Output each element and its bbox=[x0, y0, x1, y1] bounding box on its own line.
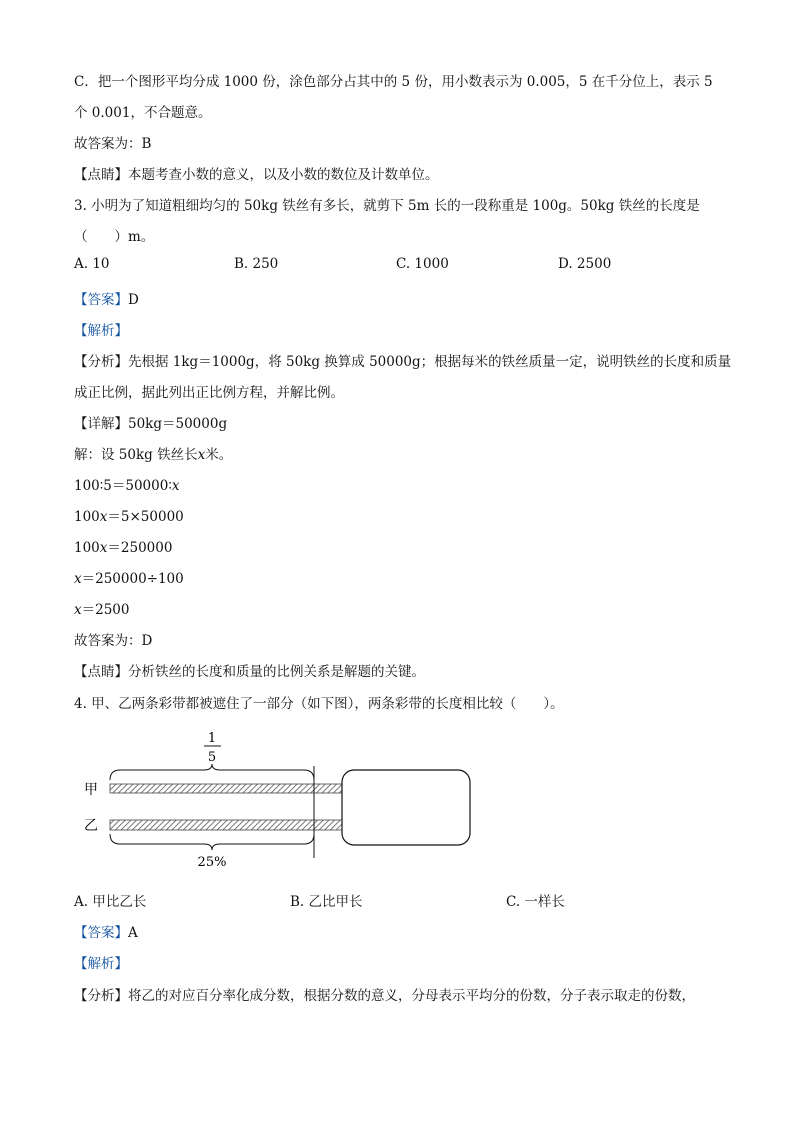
q3-answer bbox=[74, 288, 139, 308]
ribbon-yi bbox=[110, 820, 342, 830]
variable-x: x bbox=[74, 602, 82, 618]
q3-equation-1 bbox=[74, 474, 179, 494]
eq5-right: ＝2500 bbox=[81, 602, 130, 618]
bottom-brace bbox=[110, 834, 314, 850]
q2-final-answer: 故答案为：B bbox=[74, 136, 152, 152]
variable-x: x bbox=[74, 571, 82, 587]
q3-equation-3 bbox=[74, 536, 172, 556]
variable-x: x bbox=[99, 540, 108, 556]
q2-option-c-line1: C．把一个图形平均分成 1000 份，涂色部分占其中的 5 份，用小数表示为 0.005，5 在千分位上，表示 5 bbox=[74, 74, 713, 90]
eq4-right: ＝250000÷100 bbox=[81, 571, 184, 587]
answer-value: A bbox=[128, 925, 138, 941]
answer-tag: 【答案】 bbox=[74, 292, 128, 308]
eq2-right: ＝5×50000 bbox=[107, 509, 184, 525]
eq3-right: ＝250000 bbox=[107, 540, 173, 556]
q3-fenxi-line1 bbox=[74, 350, 731, 370]
ribbon-jia bbox=[110, 784, 342, 793]
q3-detail bbox=[74, 412, 227, 432]
q4-stem: 4. 甲、乙两条彩带都被遮住了一部分（如下图），两条彩带的长度相比较（ ）。 bbox=[74, 696, 564, 712]
fenxi-text: 将乙的对应百分率化成分数，根据分数的意义，分母表示平均分的份数，分子表示取走的份数， bbox=[128, 988, 695, 1004]
q3-option-a: A. 10 bbox=[74, 256, 110, 272]
fraction-denominator: 5 bbox=[207, 750, 217, 765]
fenxi-tag: 【分析】 bbox=[74, 354, 128, 370]
q3-final-answer: 故答案为：D bbox=[74, 633, 153, 649]
q3-analysis-tag: 【解析】 bbox=[74, 323, 128, 339]
q4-option-a: A. 甲比乙长 bbox=[74, 894, 147, 910]
q3-option-b: B. 250 bbox=[234, 256, 279, 272]
q4-analysis-tag: 【解析】 bbox=[74, 956, 128, 972]
q3-let bbox=[74, 443, 232, 463]
comment-text: 分析铁丝的长度和质量的比例关系是解题的关键。 bbox=[128, 664, 425, 680]
q4-fenxi bbox=[74, 984, 695, 1004]
label-jia: 甲 bbox=[84, 782, 98, 798]
variable-x: x bbox=[197, 447, 206, 463]
q3-comment bbox=[74, 660, 425, 680]
q3-equation-4 bbox=[74, 567, 184, 587]
variable-x: x bbox=[171, 478, 180, 494]
top-brace bbox=[110, 764, 314, 780]
q4-answer bbox=[74, 921, 138, 941]
answer-tag: 【答案】 bbox=[74, 925, 128, 941]
q2-option-c-line2: 个 0.001，不合题意。 bbox=[74, 105, 212, 121]
q4-option-c: C. 一样长 bbox=[506, 894, 565, 910]
q3-equation-2 bbox=[74, 505, 184, 525]
detail-tag: 【详解】 bbox=[74, 416, 128, 432]
fenxi-text: 先根据 1kg＝1000g，将 50kg 换算成 50000g；根据每米的铁丝质量一定，说明铁丝的长度和质量 bbox=[128, 354, 732, 370]
answer-value: D bbox=[128, 292, 139, 308]
eq3-coef: 100 bbox=[74, 540, 100, 556]
eq1-left: 100∶5＝50000∶ bbox=[74, 478, 172, 494]
percent-label: 25% bbox=[197, 855, 227, 870]
let-pre: 解：设 50kg 铁丝长 bbox=[74, 447, 198, 463]
comment-tag: 【点睛】 bbox=[74, 167, 128, 183]
label-yi: 乙 bbox=[84, 818, 98, 834]
covering-box bbox=[342, 770, 470, 845]
q3-stem-line1: 3. 小明为了知道粗细均匀的 50kg 铁丝有多长，就剪下 5m 长的一段称重是 100g。50kg 铁丝的长度是 bbox=[74, 198, 700, 214]
fenxi-tag: 【分析】 bbox=[74, 988, 128, 1004]
q3-stem-line2: （ ）m。 bbox=[74, 229, 155, 245]
comment-text: 本题考查小数的意义，以及小数的数位及计数单位。 bbox=[128, 167, 439, 183]
variable-x: x bbox=[99, 509, 108, 525]
q3-option-c: C. 1000 bbox=[396, 256, 449, 272]
q3-fenxi-line2: 成正比例，据此列出正比例方程，并解比例。 bbox=[74, 385, 344, 401]
q2-comment bbox=[74, 163, 439, 183]
let-post: 米。 bbox=[205, 447, 233, 463]
q3-option-d: D. 2500 bbox=[558, 256, 612, 272]
eq2-coef: 100 bbox=[74, 509, 100, 525]
comment-tag: 【点睛】 bbox=[74, 664, 128, 680]
q4-option-b: B. 乙比甲长 bbox=[290, 894, 363, 910]
detail-text: 50kg＝50000g bbox=[128, 416, 228, 432]
ribbon-figure bbox=[70, 722, 490, 872]
fraction-numerator: 1 bbox=[207, 731, 217, 746]
q3-equation-5 bbox=[74, 598, 129, 618]
